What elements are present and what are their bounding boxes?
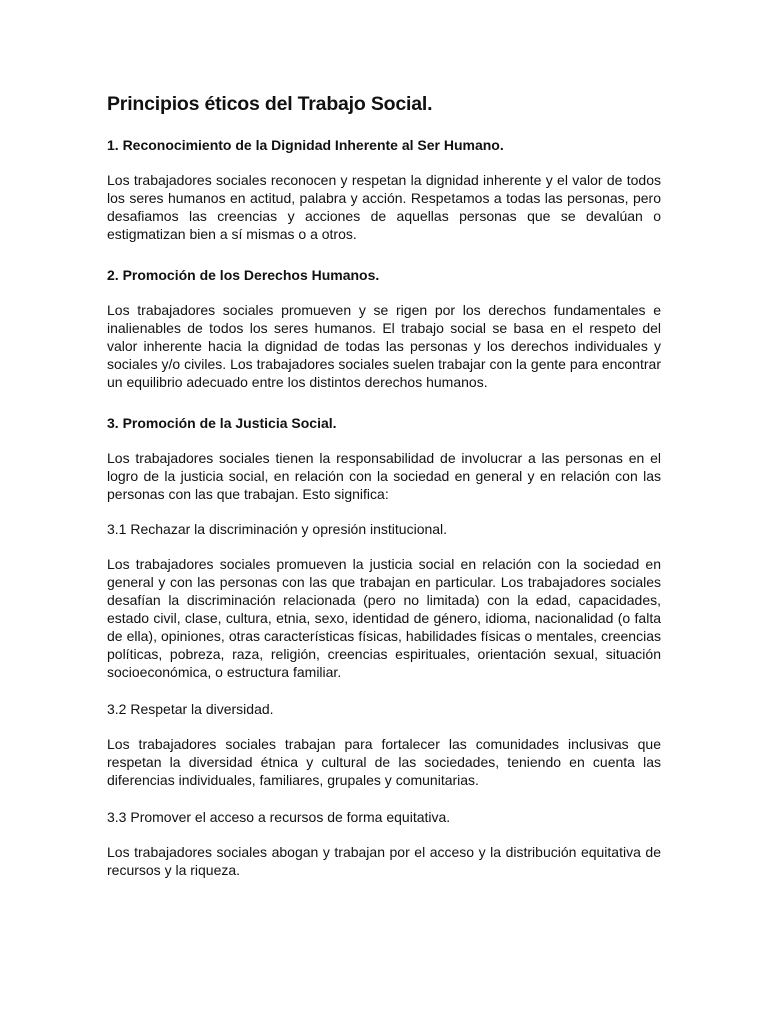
subsection-3-1-heading: 3.1 Rechazar la discriminación y opresión institucional. <box>107 521 448 537</box>
subsection-3-2-paragraph: Los trabajadores sociales trabajan para fortalecer las comunidades inclusivas que respetan la diversidad étnica y cultural de las sociedades, teniendo en cuenta las diferencias individuales, familiares, grupales y comunitarias. <box>107 736 661 788</box>
subsection-3-2-heading: 3.2 Respetar la diversidad. <box>107 701 274 717</box>
subsection-3-3-heading: 3.3 Promover el acceso a recursos de forma equitativa. <box>107 809 451 825</box>
document-page <box>107 92 661 879</box>
section-2-heading: 2. Promoción de los Derechos Humanos. <box>107 267 380 283</box>
section-3-heading: 3. Promoción de la Justicia Social. <box>107 415 337 431</box>
subsection-3-1-paragraph: Los trabajadores sociales promueven la justicia social en relación con la sociedad en general y con las personas con las que trabajan en particular. Los trabajadores sociales desafían la discriminación relacionada (pero no limitada) con la edad, capacidades, estado civil, clase, cultura, etnia, sexo, identidad de género, idioma, nacionalidad (o falta de ella), opiniones, otras características físicas, habilidades físicas o mentales, creencias políticas, pobreza, raza, religión, creencias espirituales, orientación sexual, situación socioeconómica, o estructura familiar. <box>107 556 661 680</box>
section-1-paragraph: Los trabajadores sociales reconocen y respetan la dignidad inherente y el valor de todos los seres humanos en actitud, palabra y acción. Respetamos a todas las personas, pero desafiamos las creencias y acciones de aquellas personas que se devalúan o estigmatizan bien a sí mismas o a otros. <box>107 172 661 242</box>
section-3-paragraph: Los trabajadores sociales tienen la responsabilidad de involucrar a las personas en el logro de la justicia social, en relación con la sociedad en general y en relación con las personas con las que trabajan. Esto significa: <box>107 450 661 502</box>
document-title: Principios éticos del Trabajo Social. <box>107 93 433 115</box>
subsection-3-3-paragraph: Los trabajadores sociales abogan y trabajan por el acceso y la distribución equitativa de recursos y la riqueza. <box>107 844 661 878</box>
section-1-heading: 1. Reconocimiento de la Dignidad Inherente al Ser Humano. <box>107 137 504 153</box>
section-2-paragraph: Los trabajadores sociales promueven y se rigen por los derechos fundamentales e inalienables de todos los seres humanos. El trabajo social se basa en el respeto del valor inherente hacia la dignidad de todas las personas y los derechos individuales y sociales y/o civiles. Los trabajadores sociales suelen trabajar con la gente para encontrar un equilibrio adecuado entre los distintos derechos humanos. <box>107 302 661 390</box>
